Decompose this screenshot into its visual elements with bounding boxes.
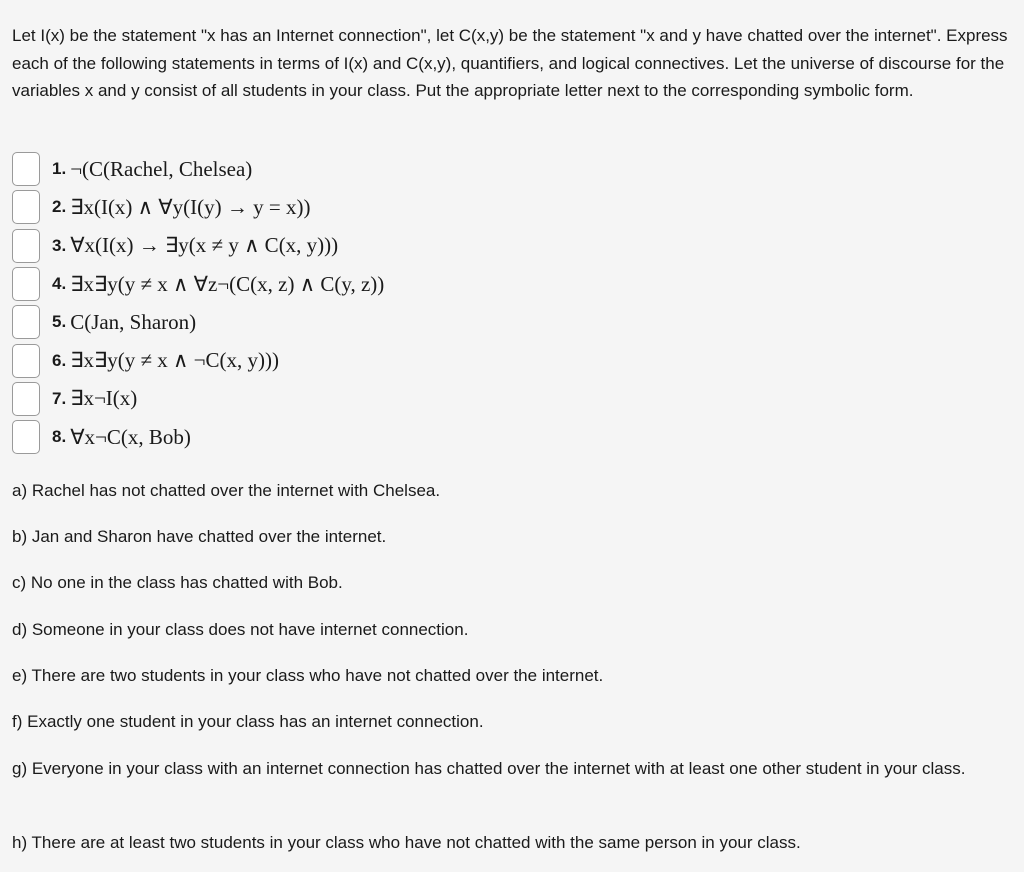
matching-item (12, 150, 384, 188)
symbolic-formula: ¬(C(Rachel, Chelsea) (70, 156, 253, 181)
question-intro: Let I(x) be the statement "x has an Internet connection", let C(x,y) be the statement "x and y have chatted over the internet". Express each of the following statements in terms of I(x) and C(x,y), quantifiers, and logical connectives. Let the universe of discourse for the variables x and y consist of all students in your class. Put the appropriate letter next to the corresponding symbolic form. (12, 26, 1008, 100)
item-number: 3. (52, 235, 67, 255)
matching-list (12, 150, 384, 456)
answer-input[interactable] (12, 305, 40, 339)
item-number: 4. (52, 274, 67, 294)
statement: c) No one in the class has chatted with Bob. (12, 573, 343, 592)
statement: f) Exactly one student in your class has an internet connection. (12, 712, 484, 731)
answer-input[interactable] (12, 344, 40, 378)
matching-item (12, 341, 384, 379)
answer-input[interactable] (12, 152, 40, 186)
symbolic-formula: ∃x¬I(x) (70, 386, 138, 411)
answer-input[interactable] (12, 382, 40, 416)
symbolic-formula: ∀x(I(x) → ∃y(x ≠ y ∧ C(x, y))) (70, 233, 339, 258)
matching-item (12, 418, 384, 456)
matching-item (12, 303, 384, 341)
statement: e) There are two students in your class who have not chatted over the internet. (12, 666, 604, 685)
statement: g) Everyone in your class with an internet connection has chatted over the internet with at least one other student in your class. (12, 759, 966, 778)
answer-input[interactable] (12, 229, 40, 263)
symbolic-formula: C(Jan, Sharon) (70, 309, 197, 334)
item-number: 6. (52, 350, 67, 370)
matching-item (12, 188, 384, 226)
statement: h) There are at least two students in your class who have not chatted with the same person in your class. (12, 833, 801, 852)
answer-input[interactable] (12, 267, 40, 301)
matching-item (12, 227, 384, 265)
symbolic-formula: ∃x∃y(y ≠ x ∧ ¬C(x, y))) (70, 348, 279, 373)
statement: d) Someone in your class does not have internet connection. (12, 620, 469, 639)
answer-input[interactable] (12, 420, 40, 454)
item-number: 2. (52, 197, 67, 217)
statement: a) Rachel has not chatted over the internet with Chelsea. (12, 481, 441, 500)
item-number: 8. (52, 427, 67, 447)
item-number: 7. (52, 388, 67, 408)
symbolic-formula: ∃x(I(x) ∧ ∀y(I(y) → y = x)) (70, 194, 311, 219)
matching-item (12, 380, 384, 418)
symbolic-formula: ∀x¬C(x, Bob) (70, 424, 191, 449)
matching-item (12, 265, 384, 303)
symbolic-formula: ∃x∃y(y ≠ x ∧ ∀z¬(C(x, z) ∧ C(y, z)) (70, 271, 385, 296)
item-number: 5. (52, 312, 67, 332)
statement: b) Jan and Sharon have chatted over the internet. (12, 527, 387, 546)
answer-input[interactable] (12, 190, 40, 224)
item-number: 1. (52, 159, 67, 179)
